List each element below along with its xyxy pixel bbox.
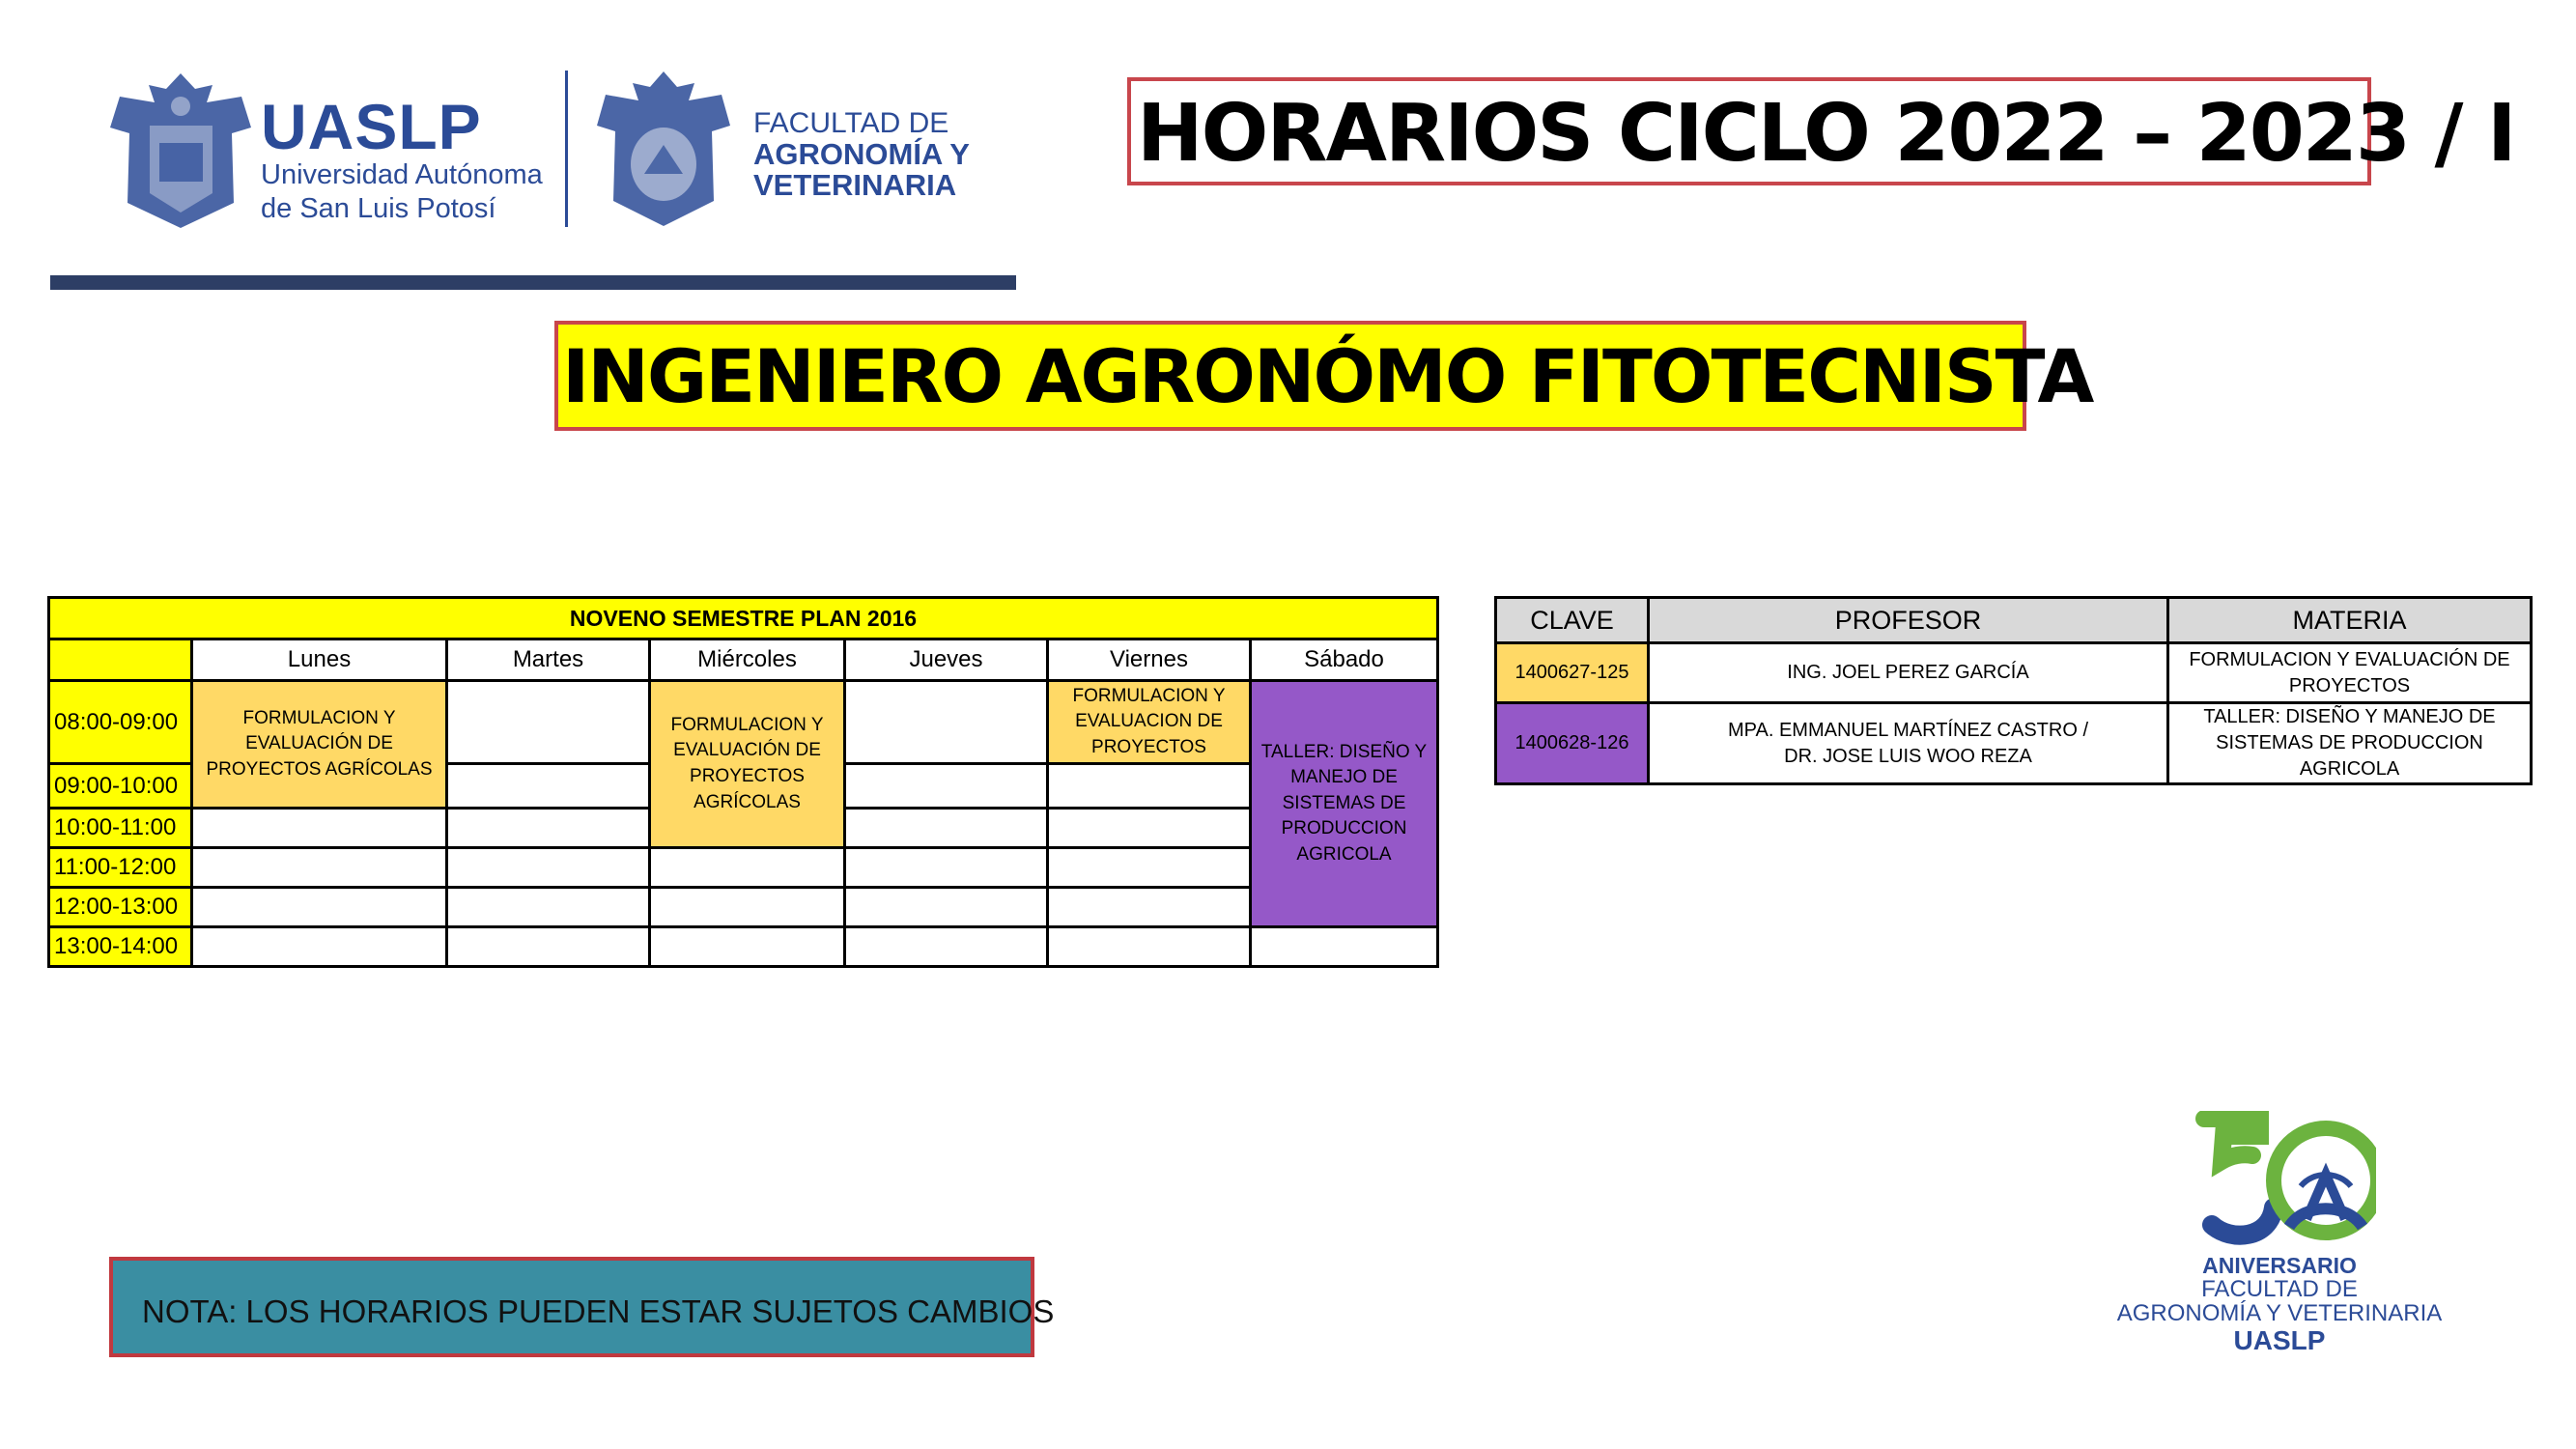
empty-cell xyxy=(1048,809,1251,848)
empty-cell xyxy=(845,681,1048,764)
table-row xyxy=(1496,643,2532,703)
course-code: 1400627-125 xyxy=(1496,643,1649,703)
course-code: 1400628-126 xyxy=(1496,703,1649,784)
faculty-crest-icon xyxy=(594,68,734,230)
title-box xyxy=(1127,77,2515,185)
time-slot: 10:00-11:00 xyxy=(49,809,192,848)
day-header: Martes xyxy=(447,639,650,681)
time-slot: 13:00-14:00 xyxy=(49,927,192,967)
empty-cell xyxy=(1048,927,1251,967)
empty-cell xyxy=(192,927,447,967)
empty-cell xyxy=(1048,888,1251,927)
faculty-line2: AGRONOMÍA Y xyxy=(753,136,970,171)
anniversary-line3: AGRONOMÍA Y VETERINARIA xyxy=(2116,1300,2443,1327)
empty-cell xyxy=(192,809,447,848)
faculty-logo xyxy=(594,68,1000,237)
empty-cell xyxy=(447,681,650,764)
program-box xyxy=(554,321,2093,431)
day-header: Miércoles xyxy=(650,639,845,681)
day-header: Lunes xyxy=(192,639,447,681)
schedule-table xyxy=(47,596,1439,968)
anniversary-line2: FACULTAD DE xyxy=(2201,1276,2358,1303)
empty-cell xyxy=(845,764,1048,809)
day-header: Viernes xyxy=(1048,639,1251,681)
uaslp-crest-icon xyxy=(106,68,256,232)
anniversary-logo xyxy=(2115,1111,2463,1362)
empty-cell xyxy=(447,809,650,848)
class-block-saturday: TALLER: DISEÑO Y MANEJO DE SISTEMAS DE PRODUCCION AGRICOLA xyxy=(1251,681,1438,927)
time-slot: 12:00-13:00 xyxy=(49,888,192,927)
empty-cell xyxy=(650,848,845,888)
class-block-wednesday: FORMULACION Y EVALUACIÓN DE PROYECTOS AGRÍCOLAS xyxy=(650,681,845,848)
course-subject: TALLER: DISEÑO Y MANEJO DE SISTEMAS DE PRODUCCION AGRICOLA xyxy=(2168,703,2532,784)
day-header: Jueves xyxy=(845,639,1048,681)
course-professor: ING. JOEL PEREZ GARCÍA xyxy=(1649,643,2168,703)
empty-cell xyxy=(447,927,650,967)
empty-cell xyxy=(1251,927,1438,967)
anniversary-line4: UASLP xyxy=(2233,1324,2326,1355)
fifty-anniversary-icon xyxy=(2193,1111,2376,1251)
empty-cell xyxy=(192,888,447,927)
schedule-note xyxy=(109,1257,1055,1357)
uaslp-line1: Universidad Autónoma xyxy=(261,159,543,190)
time-slot: 11:00-12:00 xyxy=(49,848,192,888)
day-header: Sábado xyxy=(1251,639,1438,681)
table-row xyxy=(1496,703,2532,784)
professor-line: DR. JOSE LUIS WOO REZA xyxy=(1784,745,2032,767)
courses-table xyxy=(1494,596,2533,785)
page-title: HORARIOS CICLO 2022 – 2023 / I xyxy=(1137,88,2515,180)
faculty-line3: VETERINARIA xyxy=(753,168,957,203)
empty-cell xyxy=(1048,848,1251,888)
empty-cell xyxy=(650,927,845,967)
semester-header: NOVENO SEMESTRE PLAN 2016 xyxy=(49,598,1438,639)
logo-divider xyxy=(565,71,568,227)
corner-cell xyxy=(49,639,192,681)
note-text: NOTA: LOS HORARIOS PUEDEN ESTAR SUJETOS CAMBIOS xyxy=(142,1293,1055,1329)
empty-cell xyxy=(845,848,1048,888)
empty-cell xyxy=(192,848,447,888)
professor-line: MPA. EMMANUEL MARTÍNEZ CASTRO / xyxy=(1728,719,2088,741)
class-block-monday: FORMULACION Y EVALUACIÓN DE PROYECTOS AGRÍCOLAS xyxy=(192,681,447,809)
empty-cell xyxy=(1048,764,1251,809)
empty-cell xyxy=(650,888,845,927)
uaslp-logo xyxy=(106,68,560,237)
class-block-friday: FORMULACION Y EVALUACION DE PROYECTOS xyxy=(1048,681,1251,764)
faculty-line1: FACULTAD DE xyxy=(753,107,949,139)
uaslp-line2: de San Luis Potosí xyxy=(261,192,496,224)
empty-cell xyxy=(447,848,650,888)
program-title: INGENIERO AGRONÓMO FITOTECNISTA xyxy=(562,333,2093,419)
column-header: CLAVE xyxy=(1496,598,1649,643)
time-slot: 09:00-10:00 xyxy=(49,764,192,809)
time-slot: 08:00-09:00 xyxy=(49,681,192,764)
course-professor xyxy=(1649,703,2168,784)
uaslp-name: UASLP xyxy=(261,91,482,162)
anniversary-line1: ANIVERSARIO xyxy=(2202,1253,2357,1278)
empty-cell xyxy=(845,927,1048,967)
empty-cell xyxy=(447,764,650,809)
empty-cell xyxy=(845,809,1048,848)
header-bar xyxy=(50,275,1016,290)
empty-cell xyxy=(447,888,650,927)
column-header: MATERIA xyxy=(2168,598,2532,643)
column-header: PROFESOR xyxy=(1649,598,2168,643)
course-subject: FORMULACION Y EVALUACIÓN DE PROYECTOS xyxy=(2168,643,2532,703)
empty-cell xyxy=(845,888,1048,927)
